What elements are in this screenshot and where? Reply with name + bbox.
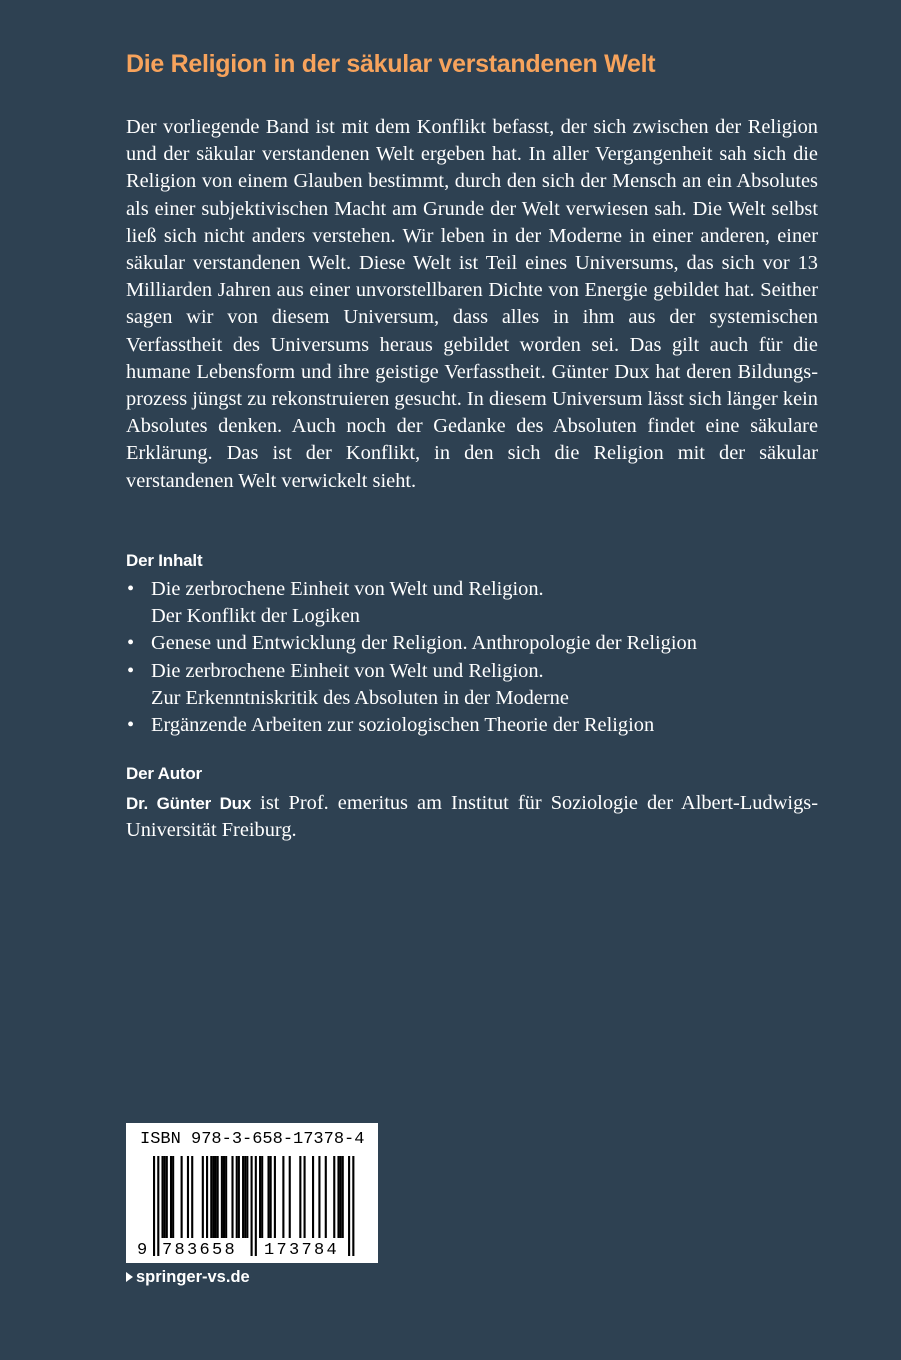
bullet-icon: • xyxy=(127,714,135,737)
contents-heading: Der Inhalt xyxy=(126,551,203,570)
barcode-bar xyxy=(191,1156,193,1238)
barcode-guard-bar xyxy=(352,1156,354,1256)
barcode-bar xyxy=(267,1156,269,1238)
barcode-bar xyxy=(161,1156,163,1238)
contents-item-line: Zur Erkenntniskritik des Absoluten in der Moderne xyxy=(151,686,569,709)
bullet-icon: • xyxy=(127,659,135,682)
barcode-bar xyxy=(170,1156,172,1238)
barcode-bar xyxy=(217,1156,219,1238)
barcode-digits-left: 783658 xyxy=(162,1241,238,1260)
barcode-bar xyxy=(231,1156,233,1238)
contents-item xyxy=(126,576,697,630)
barcode-bar xyxy=(223,1156,225,1238)
barcode-bar xyxy=(172,1156,174,1238)
barcode-bar xyxy=(181,1156,183,1238)
barcode-bar xyxy=(299,1156,301,1238)
barcode-bar xyxy=(246,1156,248,1238)
barcode-digit-first: 9 xyxy=(137,1241,148,1260)
barcode-guard-bar xyxy=(255,1156,257,1256)
book-title: Die Religion in der säkular verstandenen Welt xyxy=(126,50,656,78)
barcode-bar xyxy=(238,1156,240,1238)
book-description: Der vorliegende Band ist mit dem Konflikt befasst, der sich zwischen der Religion und der säkular verstandenen Welt ergeben hat. In aller Vergangenheit sah sich die Religion von einem Glauben bestimmt, durch den sich der Mensch an ein Absolutes als einer subjektivischen Macht am Grunde der Welt verwiesen sah. Die Welt selbst ließ sich nicht anders verstehen. Wir leben in der Moderne in einer anderen, einer säkular verstandenen Welt. Diese Welt ist Teil eines Universums, das sich vor 13 Milliarden Jahren aus einer unvorstellbaren Dichte von Energie gebildet hat. Seither sagen wir von diesem Universum, dass alles in ihm aus der systemischen Verfasstheit des Universums heraus gebildet worden sei. Das gilt auch für die humane Lebensform und ihre geistige Verfasstheit. Günter Dux hat deren Bildungsprozess jüngst zu rekonstruieren gesucht. In diesem Universum lässt sich länger kein Absolutes denken. Auch noch der Gedanke des Absoluten findet eine säkulare Erklärung. Das ist der Konflikt, in den sich die Religion mit der säkular verstandenen Welt verwickelt sieht. xyxy=(126,116,818,492)
author-bio-text: ist Prof. emeritus am Institut für Soziologie der Albert-Ludwigs-Universität Freiburg. xyxy=(126,792,819,842)
contents-item xyxy=(126,658,697,712)
author-bio xyxy=(126,790,818,844)
barcode-bar xyxy=(244,1156,246,1238)
isbn-number: ISBN 978-3-658-17378-4 xyxy=(140,1130,365,1149)
barcode-bar xyxy=(312,1156,314,1238)
barcode-bar xyxy=(282,1156,284,1238)
barcode-bar xyxy=(210,1156,212,1238)
contents-item xyxy=(126,630,697,657)
author-name: Dr. Günter Dux xyxy=(126,794,252,813)
barcode-bar xyxy=(166,1156,168,1238)
publisher-url: springer-vs.de xyxy=(136,1268,250,1286)
bullet-icon: • xyxy=(127,578,135,600)
barcode-bar xyxy=(212,1156,214,1238)
barcode-bar xyxy=(270,1156,272,1238)
barcode-guard-bar xyxy=(251,1156,253,1256)
barcode-bar xyxy=(289,1156,291,1238)
barcode-bar xyxy=(202,1156,204,1238)
barcode-guard-bar xyxy=(157,1156,159,1256)
barcode-guard-bar xyxy=(348,1156,350,1256)
barcode-bar xyxy=(342,1156,344,1238)
contents-item-line: Die zerbrochene Einheit von Welt und Religion. xyxy=(151,659,544,682)
barcode-bar xyxy=(337,1156,339,1238)
contents-item-line: Der Konflikt der Logiken xyxy=(151,605,360,628)
barcode-bar xyxy=(274,1156,276,1238)
barcode-bar xyxy=(318,1156,320,1238)
barcode-bar xyxy=(325,1156,327,1238)
barcode-digits-right: 173784 xyxy=(264,1241,340,1260)
barcode-bar xyxy=(164,1156,166,1238)
publisher-link[interactable] xyxy=(126,1268,250,1287)
barcode-bar xyxy=(214,1156,216,1238)
barcode-bar xyxy=(187,1156,189,1238)
barcode-bar xyxy=(221,1156,223,1238)
barcode-bar xyxy=(304,1156,306,1238)
arrow-icon xyxy=(126,1272,133,1282)
contents-item-line: Die zerbrochene Einheit von Welt und Religion. xyxy=(151,578,544,600)
author-heading: Der Autor xyxy=(126,764,202,783)
barcode-guard-bar xyxy=(153,1156,155,1256)
contents-item-line: Genese und Entwicklung der Religion. Anthropologie der Religion xyxy=(151,632,697,655)
barcode-bar xyxy=(225,1156,227,1238)
contents-item xyxy=(126,712,697,739)
barcode-bar xyxy=(259,1156,261,1238)
barcode-bar xyxy=(333,1156,335,1238)
barcode-bar xyxy=(261,1156,263,1238)
barcode-bar xyxy=(340,1156,342,1238)
barcode-bar xyxy=(206,1156,208,1238)
contents-list xyxy=(126,576,697,739)
contents-item-line: Ergänzende Arbeiten zur soziologischen Theorie der Religion xyxy=(151,714,655,737)
barcode-bar xyxy=(236,1156,238,1238)
bullet-icon: • xyxy=(127,632,135,655)
barcode-bar xyxy=(242,1156,244,1238)
isbn-barcode xyxy=(126,1123,378,1263)
